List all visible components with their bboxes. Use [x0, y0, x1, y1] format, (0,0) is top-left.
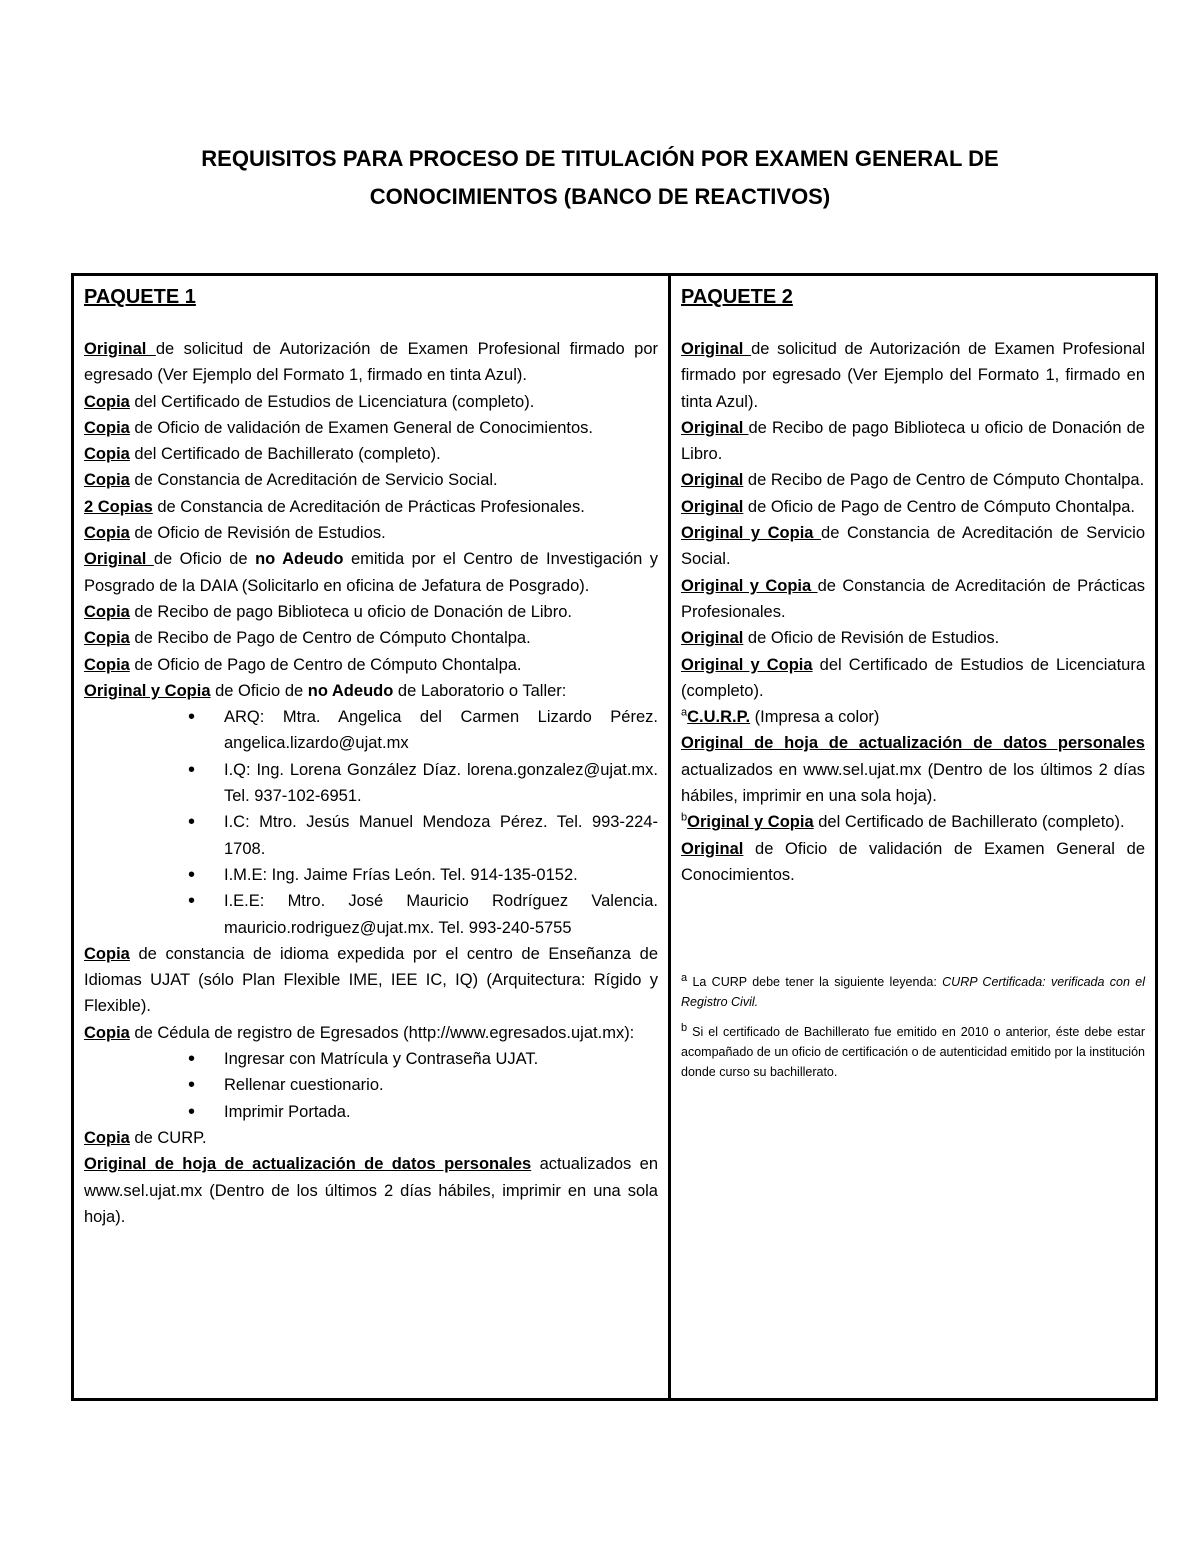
list-item: Original de solicitud de Autorización de Examen Profesional firmado por egresado (Ver Ejemplo del Formato 1, firmado en tinta Azul).	[681, 340, 1145, 411]
step-item: • Rellenar cuestionario.	[224, 1072, 658, 1098]
list-item: Copia de Cédula de registro de Egresados (http://www.egresados.ujat.mx):	[84, 1023, 635, 1042]
list-item: Copia de Oficio de Revisión de Estudios.	[84, 524, 386, 543]
step-item: • Imprimir Portada.	[224, 1099, 658, 1125]
list-item: Copia de Constancia de Acreditación de Servicio Social.	[84, 471, 498, 490]
title-line-2: CONOCIMIENTOS (BANCO DE REACTIVOS)	[369, 184, 831, 209]
list-item: Original y Copia de Constancia de Acreditación de Prácticas Profesionales.	[681, 576, 1145, 621]
lab-contacts-list	[84, 704, 658, 941]
list-item: Copia de constancia de idioma expedida por el centro de Enseñanza de Idiomas UJAT (sólo Plan Flexible IME, IEE IC, IQ) (Arquitectura: Rígido y Flexible).	[84, 944, 658, 1016]
list-item: Copia de Recibo de pago Biblioteca u oficio de Donación de Libro.	[84, 602, 572, 621]
list-item: Original de Oficio de Pago de Centro de Cómputo Chontalpa.	[681, 497, 1136, 516]
footnote-marker: a	[681, 706, 688, 719]
footnote-a: $^a$ La CURP debe tener la siguiente leyenda: CURP Certificada: verificada con el Registro Civil.	[681, 972, 1145, 1010]
list-item: Copia del Certificado de Estudios de Licenciatura (completo).	[84, 392, 535, 411]
contact-item: • I.E.E: Mtro. José Mauricio Rodríguez Valencia. mauricio.rodriguez@ujat.mx. Tel. 993-240-5755	[224, 888, 658, 941]
list-item: Copia de CURP.	[84, 1128, 207, 1147]
list-item: Original de hoja de actualización de datos personales actualizados en www.sel.ujat.mx (Dentro de los últimos 2 días hábiles, imprimir en una sola hoja).	[681, 734, 1145, 806]
list-item: Original de Recibo de Pago de Centro de Cómputo Chontalpa.	[681, 471, 1145, 490]
step-item: • Ingresar con Matrícula y Contraseña UJAT.	[224, 1046, 658, 1072]
egresados-steps-list	[84, 1046, 658, 1125]
requirements-table	[71, 273, 1158, 1401]
paquete-2-column	[671, 276, 1155, 1398]
contact-item: • I.Q: Ing. Lorena González Díaz. lorena.gonzalez@ujat.mx. Tel. 937-102-6951.	[224, 757, 658, 810]
list-item: Original de Oficio de validación de Examen General de Conocimientos.	[681, 839, 1145, 884]
list-item: $^b$Original y Copia del Certificado de Bachillerato (completo).	[681, 811, 1125, 832]
contact-item: • I.C: Mtro. Jesús Manuel Mendoza Pérez. Tel. 993-224-1708.	[224, 809, 658, 862]
list-item: Copia de Recibo de Pago de Centro de Cómputo Chontalpa.	[84, 629, 531, 648]
document-title	[0, 140, 1200, 216]
contact-item: • ARQ: Mtra. Angelica del Carmen Lizardo Pérez. angelica.lizardo@ujat.mx	[224, 704, 658, 757]
list-item: Copia de Oficio de validación de Examen General de Conocimientos.	[84, 418, 594, 437]
paquete-1-column	[74, 276, 671, 1398]
list-item: Original de Oficio de Revisión de Estudios.	[681, 629, 1000, 648]
list-item: Original de Recibo de pago Biblioteca u oficio de Donación de Libro.	[681, 418, 1145, 464]
list-item: Original y Copia del Certificado de Estudios de Licenciatura (completo).	[681, 655, 1145, 700]
list-item: Original de solicitud de Autorización de Examen Profesional firmado por egresado (Ver Ejemplo del Formato 1, firmado en tinta Azul).	[84, 340, 658, 385]
list-item: $^a$C.U.R.P. (Impresa a color)	[681, 706, 880, 727]
footnote-marker: b	[681, 811, 688, 824]
footnotes	[681, 972, 1145, 1082]
title-line-1: REQUISITOS PARA PROCESO DE TITULACIÓN POR EXAMEN GENERAL DE	[201, 146, 999, 171]
list-item: Original y Copia de Constancia de Acreditación de Servicio Social.	[681, 524, 1145, 569]
footnote-b: $^b$ Si el certificado de Bachillerato fue emitido en 2010 o anterior, éste debe estar acompañado de un oficio de certificación o de autenticidad emitido por la institución donde curso su bachillerato.	[681, 1022, 1145, 1080]
list-item: 2 Copias de Constancia de Acreditación de Prácticas Profesionales.	[84, 497, 585, 516]
list-item: Original de Oficio de no Adeudo emitida por el Centro de Investigación y Posgrado de la DAIA (Solicitarlo en oficina de Jefatura de Posgrado).	[84, 550, 659, 595]
contact-item: • I.M.E: Ing. Jaime Frías León. Tel. 914-135-0152.	[224, 862, 658, 888]
list-item: Copia del Certificado de Bachillerato (completo).	[84, 445, 441, 464]
list-item: Copia de Oficio de Pago de Centro de Cómputo Chontalpa.	[84, 655, 522, 674]
paquete-1-heading: PAQUETE 1	[84, 286, 196, 308]
list-item: Original de hoja de actualización de datos personales actualizados en www.sel.ujat.mx (Dentro de los últimos 2 días hábiles, imprimir en una sola hoja).	[84, 1155, 658, 1226]
list-item: Original y Copia de Oficio de no Adeudo de Laboratorio o Taller:	[84, 681, 567, 700]
paquete-2-heading: PAQUETE 2	[681, 286, 793, 308]
